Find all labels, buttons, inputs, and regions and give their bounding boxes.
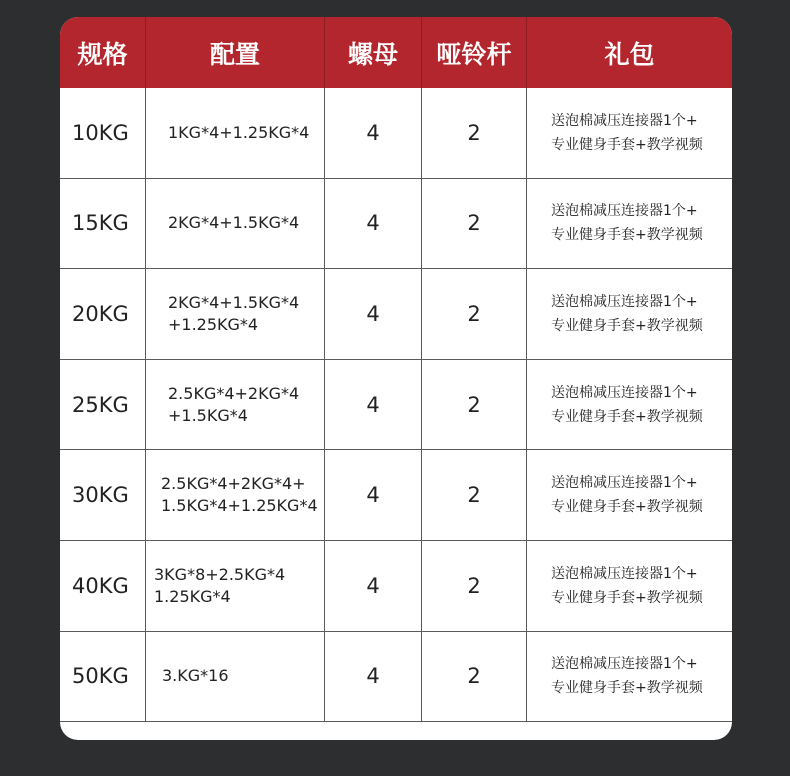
spec-cell: 40KG: [60, 541, 146, 631]
table-row: [60, 632, 732, 723]
header-nut: 螺母: [325, 17, 422, 88]
gift-line: 送泡棉减压连接器1个+: [551, 112, 698, 129]
gift-line: 专业健身手套+教学视频: [551, 499, 703, 516]
gift-line: 专业健身手套+教学视频: [551, 136, 703, 153]
config-cell: [146, 360, 325, 450]
spec-cell: 30KG: [60, 450, 146, 540]
nut-cell: 4: [325, 360, 422, 450]
nut-cell: 4: [325, 450, 422, 540]
bar-cell: 2: [422, 450, 527, 540]
nut-cell: 4: [325, 179, 422, 269]
table-row: [60, 450, 732, 541]
config-line: 2.5KG*4+2KG*4+: [161, 474, 306, 494]
config-line: 1KG*4+1.25KG*4: [168, 122, 310, 142]
bar-cell: 2: [422, 88, 527, 178]
gift-line: 专业健身手套+教学视频: [551, 317, 703, 334]
gift-line: 专业健身手套+教学视频: [551, 408, 703, 425]
gift-line: 送泡棉减压连接器1个+: [551, 565, 698, 582]
config-cell: [146, 541, 325, 631]
spec-cell: 25KG: [60, 360, 146, 450]
spec-cell: 10KG: [60, 88, 146, 178]
config-line: +1.25KG*4: [168, 314, 259, 334]
gift-line: 送泡棉减压连接器1个+: [551, 203, 698, 220]
gift-line: 送泡棉减压连接器1个+: [551, 293, 698, 310]
gift-cell: [527, 179, 732, 269]
nut-cell: 4: [325, 88, 422, 178]
gift-cell: [527, 88, 732, 178]
gift-cell: [527, 360, 732, 450]
spec-cell: 50KG: [60, 632, 146, 722]
gift-cell: [527, 269, 732, 359]
bar-cell: 2: [422, 360, 527, 450]
bar-cell: 2: [422, 269, 527, 359]
nut-cell: 4: [325, 269, 422, 359]
header-bar: 哑铃杆: [422, 17, 527, 88]
table-row: [60, 88, 732, 179]
table-row: [60, 541, 732, 632]
config-line: 2KG*4+1.5KG*4: [168, 292, 300, 312]
gift-line: 专业健身手套+教学视频: [551, 589, 703, 606]
nut-cell: 4: [325, 541, 422, 631]
gift-line: 送泡棉减压连接器1个+: [551, 384, 698, 401]
bar-cell: 2: [422, 179, 527, 269]
config-line: 1.5KG*4+1.25KG*4: [161, 496, 318, 516]
table-row: [60, 360, 732, 451]
config-line: +1.5KG*4: [168, 405, 248, 425]
spec-cell: 15KG: [60, 179, 146, 269]
config-cell: [146, 450, 325, 540]
spec-table: [60, 17, 732, 740]
config-line: 2.5KG*4+2KG*4: [168, 383, 300, 403]
table-row: [60, 179, 732, 270]
config-cell: [146, 632, 325, 722]
config-line: 2KG*4+1.5KG*4: [168, 213, 300, 233]
table-header: [60, 17, 732, 88]
gift-line: 送泡棉减压连接器1个+: [551, 475, 698, 492]
bar-cell: 2: [422, 632, 527, 722]
gift-cell: [527, 541, 732, 631]
gift-cell: [527, 450, 732, 540]
bar-cell: 2: [422, 541, 527, 631]
spec-cell: 20KG: [60, 269, 146, 359]
header-spec: 规格: [60, 17, 146, 88]
gift-line: 专业健身手套+教学视频: [551, 680, 703, 697]
config-line: 3.KG*16: [162, 666, 229, 686]
config-cell: [146, 269, 325, 359]
table-row: [60, 269, 732, 360]
gift-line: 专业健身手套+教学视频: [551, 227, 703, 244]
config-line: 3KG*8+2.5KG*4: [154, 564, 286, 584]
config-cell: [146, 179, 325, 269]
table-footer: [60, 722, 732, 740]
header-config: 配置: [146, 17, 325, 88]
gift-cell: [527, 632, 732, 722]
nut-cell: 4: [325, 632, 422, 722]
config-line: 1.25KG*4: [154, 586, 231, 606]
config-cell: [146, 88, 325, 178]
header-gift: 礼包: [604, 39, 655, 69]
gift-line: 送泡棉减压连接器1个+: [551, 656, 698, 673]
